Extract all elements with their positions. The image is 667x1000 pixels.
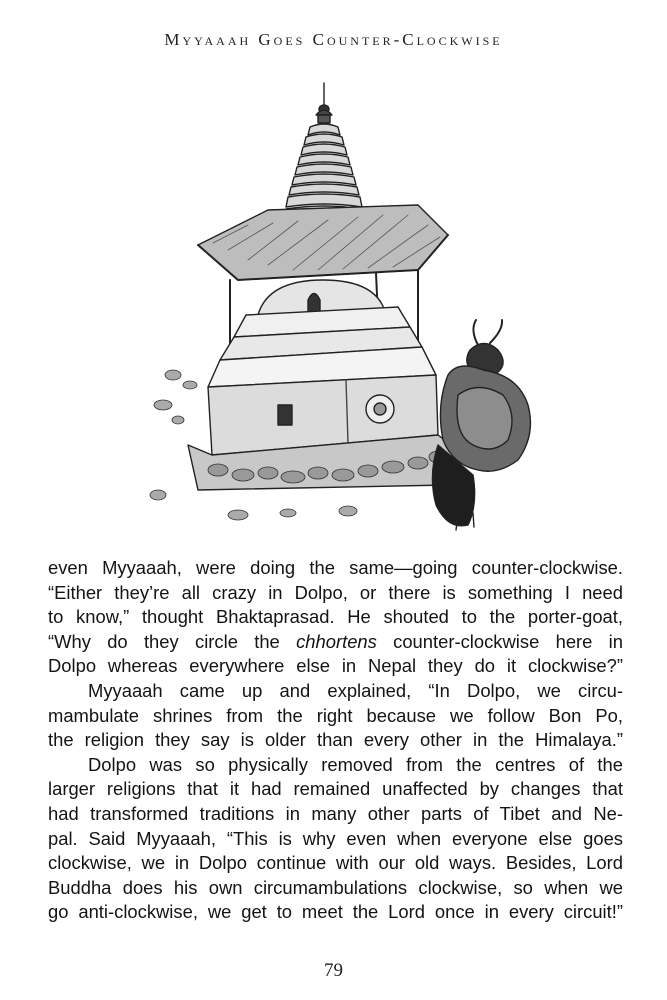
text-line: clockwise, we in Dolpo continue with our old ways. Besides, Lord	[48, 852, 623, 874]
italic-term: chhortens	[296, 630, 377, 652]
running-head: Myyaaah Goes Counter-Clockwise	[164, 30, 503, 49]
text-line: even Myyaaah, were doing the same—going counter-clockwise.	[48, 557, 623, 578]
text-segment: counter-clockwise here in	[376, 630, 624, 652]
text-line: larger religions that it had remained unaffected by changes that	[48, 778, 623, 800]
chhorten-with-goat-drawing	[118, 75, 548, 545]
text-segment: “Why do they circle the	[48, 630, 297, 652]
text-line	[48, 630, 623, 655]
page-number: 79	[324, 960, 343, 981]
text-line: “Either they’re all crazy in Dolpo, or there is something I need	[48, 581, 623, 603]
text-line: mambulate shrines from the right because we follow Bon Po,	[48, 704, 623, 726]
text-line: Dolpo whereas everywhere else in Nepal they do it clockwise?”	[48, 655, 623, 677]
text-line: Buddha does his own circumambulations clockwise, so when we	[48, 876, 623, 898]
text-line: Dolpo was so physically removed from the centres of the	[88, 753, 623, 775]
text-line: go anti-clockwise, we get to meet the Lord once in every circuit!”	[48, 901, 623, 923]
body-text	[48, 556, 623, 925]
text-line: the religion they say is older than every other in the Himalaya.”	[48, 729, 623, 751]
text-line: Myyaaah came up and explained, “In Dolpo, we circu-	[88, 679, 623, 701]
text-line: had transformed traditions in many other parts of Tibet and Ne-	[48, 802, 623, 824]
text-line: pal. Said Myyaaah, “This is why even when everyone else goes	[48, 827, 623, 849]
text-line: to know,” thought Bhaktaprasad. He shouted to the porter-goat,	[48, 606, 623, 628]
